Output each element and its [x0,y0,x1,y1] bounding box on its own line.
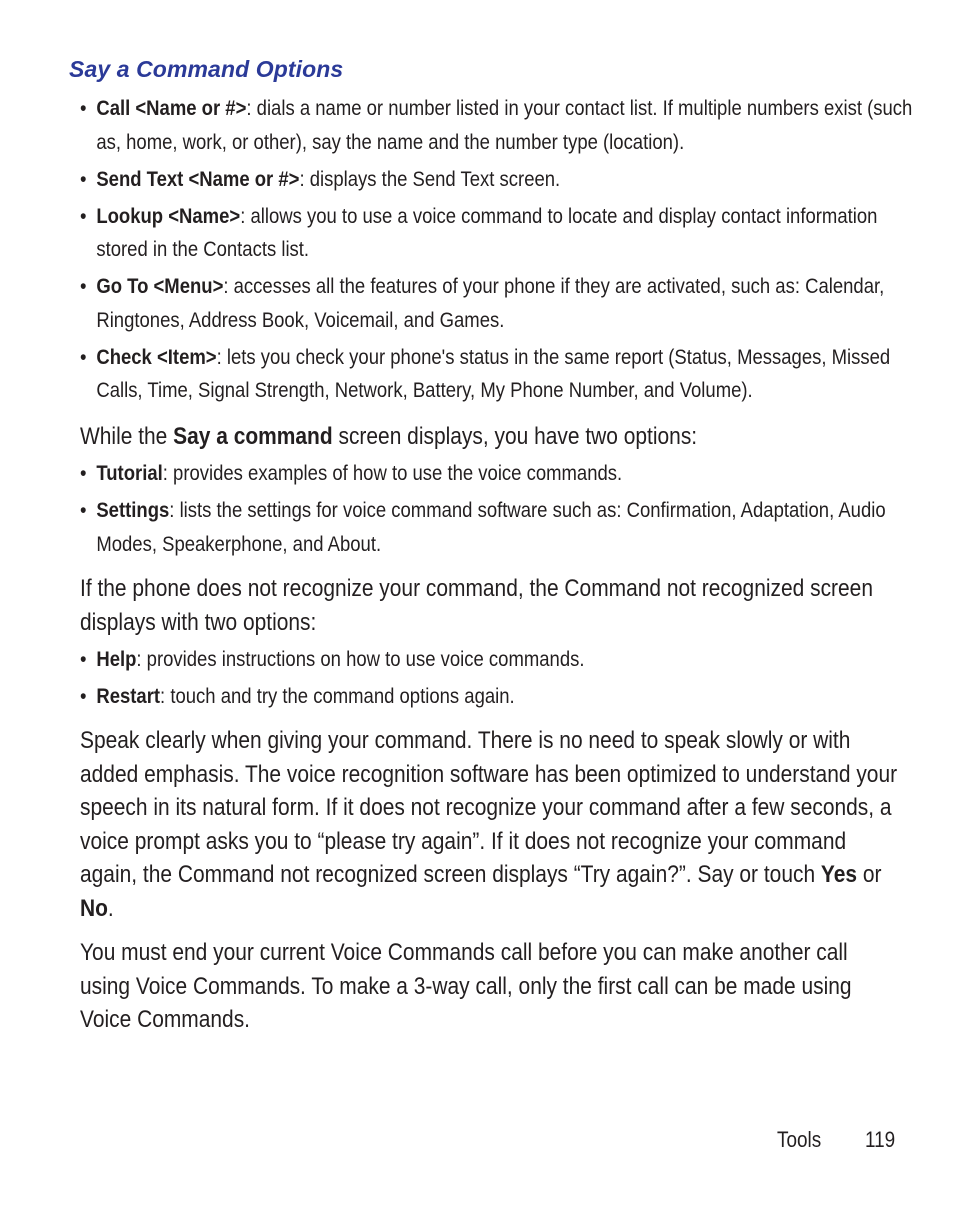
say-a-command-label: Say a command [173,423,333,450]
option-desc: : touch and try the command options again. [160,684,515,708]
option-term: Tutorial [96,461,163,485]
bullet-icon: • [80,96,87,120]
page-number: 119 [865,1127,896,1152]
paragraph-two-options: While the Say a command screen displays, you have two options: [80,423,698,450]
paragraph-speak-clearly: Speak clearly when giving your command. There is no need to speak slowly or with added emphasis. The voice recognition software has been optimized to understand your speech in its natural form. If it does not recognize your command after a few seconds, a voice prompt asks you to “please try again”. If it does not recognize your command again, the Command not recognized screen displays “Try again?”. Say or touch Yes or No. [80,727,898,922]
bullet-icon: • [80,647,87,671]
bullet-icon: • [80,274,87,298]
no-label: No [80,894,108,922]
list-item [80,200,926,267]
option-desc: : lets you check your phone's status in the same report (Status, Messages, Missed Calls, Time, Signal Strength, Network, Battery, My Phone Number, and Volume). [96,344,891,402]
option-term: Send Text <Name or #> [96,166,300,191]
list-item [80,680,926,714]
option-term: Help [96,647,137,671]
option-desc: : allows you to use a voice command to locate and display contact information stored in the Contacts list. [96,203,878,261]
footer-section-name: Tools [777,1127,822,1152]
option-term: Lookup <Name> [96,203,241,228]
not-recognized-options-list [80,643,910,717]
list-item [80,163,926,197]
list-item [80,270,926,337]
option-term: Restart [96,684,161,708]
option-desc: : provides examples of how to use the voice commands. [162,461,623,485]
bullet-icon: • [80,684,87,708]
say-command-options-list [80,92,913,411]
section-heading: Say a Command Options [69,56,344,82]
yes-label: Yes [820,861,858,889]
list-item [80,92,926,159]
option-term: Check <Item> [96,344,217,369]
option-desc: : lists the settings for voice command software such as: Confirmation, Adaptation, Audio Modes, Speakerphone, and About. [96,498,886,556]
list-item [80,494,926,561]
option-desc: : displays the Send Text screen. [299,166,561,191]
option-desc: : dials a name or number listed in your contact list. If multiple numbers exist (such as, home, work, or other), say the name and the number type (location). [96,96,913,154]
bullet-icon: • [80,344,87,369]
option-term: Go To <Menu> [96,274,224,298]
list-item [80,341,926,408]
option-term: Call <Name or #> [96,96,247,120]
option-term: Settings [96,498,170,522]
bullet-icon: • [80,461,87,485]
screen-options-list [80,457,910,565]
option-desc: : accesses all the features of your phone if they are activated, such as: Calendar, Ringtones, Address Book, Voicemail, and Games. [96,274,885,332]
paragraph-not-recognized: If the phone does not recognize your command, the Command not recognized screen displays with two options: [80,575,873,636]
list-item [80,457,926,491]
option-desc: : provides instructions on how to use voice commands. [136,647,585,671]
bullet-icon: • [80,203,87,228]
paragraph-end-call: You must end your current Voice Commands call before you can make another call using Voice Commands. To make a 3-way call, only the first call can be made using Voice Commands. [80,939,852,1034]
bullet-icon: • [80,166,87,191]
bullet-icon: • [80,498,87,522]
list-item [80,643,926,677]
